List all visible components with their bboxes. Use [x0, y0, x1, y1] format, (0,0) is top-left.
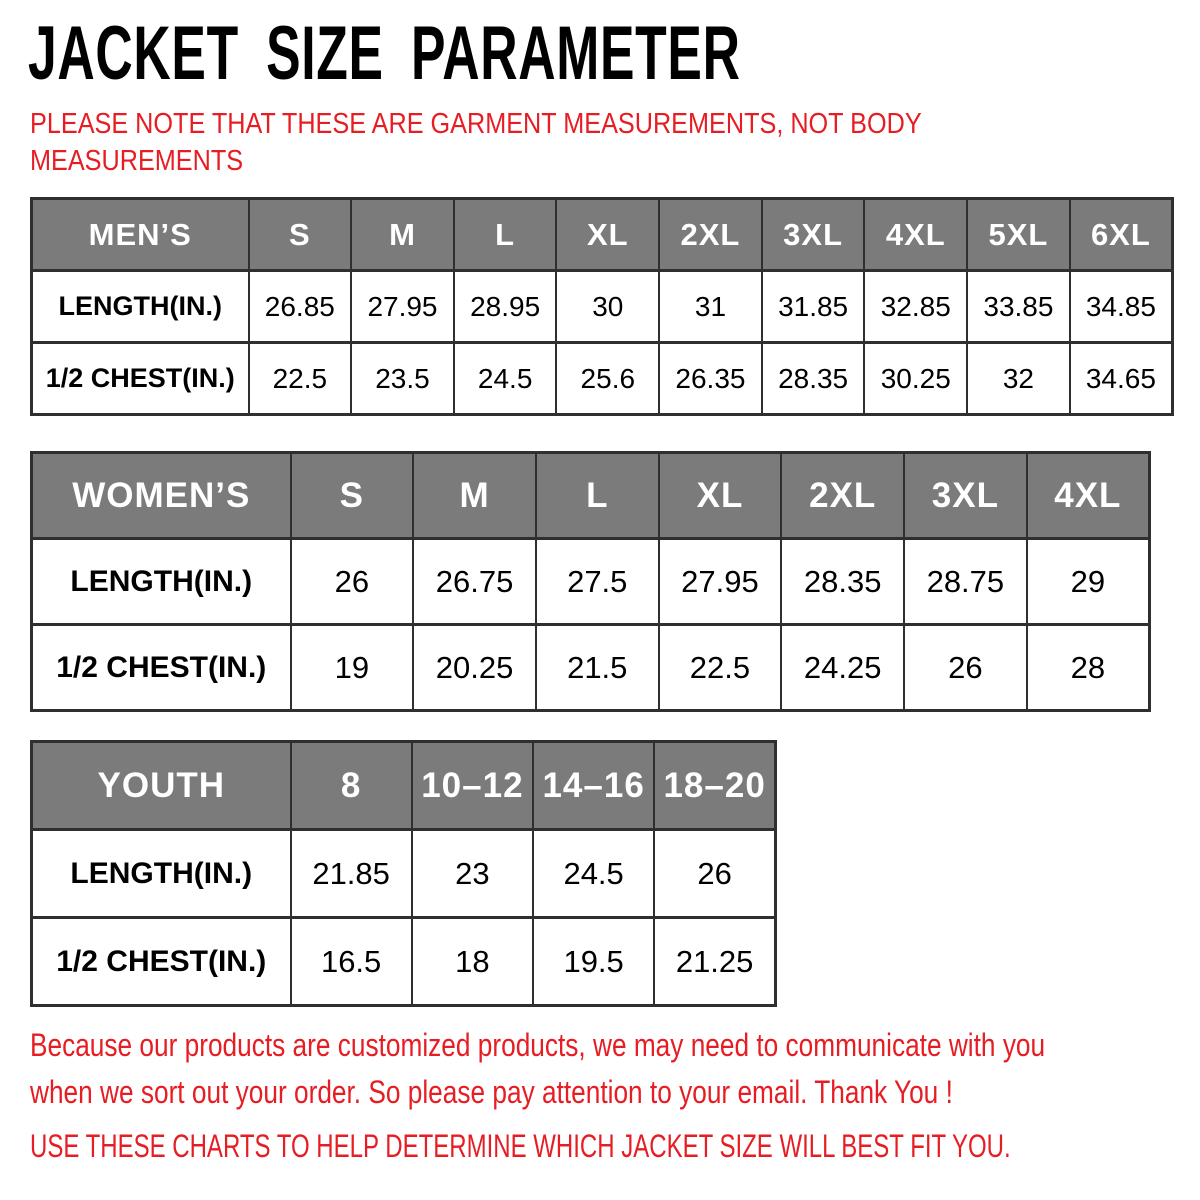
notice-line-text: when we sort out your order. So please pay attention to your email. Thank You !	[30, 1074, 953, 1110]
note-line-text: PLEASE NOTE THAT THESE ARE GARMENT MEASUREMENTS, NOT BODY	[30, 108, 922, 140]
measurement-value: 31	[659, 271, 762, 343]
measurement-value: 27.95	[659, 539, 782, 625]
youth-header-row	[32, 742, 776, 830]
page-title	[28, 11, 1076, 96]
measurement-value: 34.65	[1070, 343, 1173, 415]
measurement-value: 19.5	[533, 918, 654, 1006]
row-label: 1/2 CHEST(IN.)	[32, 918, 291, 1006]
measurement-value: 32	[967, 343, 1070, 415]
youth-size-table	[30, 740, 777, 1007]
size-header-cell: 2XL	[659, 199, 762, 271]
size-header-cell: L	[536, 453, 659, 539]
measurement-value: 30	[556, 271, 659, 343]
row-label: 1/2 CHEST(IN.)	[32, 625, 291, 711]
notice-line-text: Because our products are customized products, we may need to communicate with you	[30, 1027, 1046, 1063]
measurement-value: 19	[291, 625, 414, 711]
measurement-value: 23.5	[351, 343, 454, 415]
mens-table-title: MEN’S	[32, 199, 249, 271]
measurement-value: 25.6	[556, 343, 659, 415]
size-header-cell: L	[454, 199, 557, 271]
notice-line	[30, 1069, 1200, 1116]
measurement-row	[32, 918, 776, 1006]
garment-measurement-note	[30, 106, 1055, 180]
size-header-cell: 6XL	[1070, 199, 1173, 271]
size-header-cell: 2XL	[781, 453, 904, 539]
measurement-value: 26.85	[249, 271, 352, 343]
size-header-cell: 18–20	[654, 742, 775, 830]
measurement-value: 21.25	[654, 918, 775, 1006]
measurement-value: 32.85	[864, 271, 967, 343]
page-title-text: JACKET SIZE PARAMETER	[28, 11, 741, 96]
measurement-value: 22.5	[659, 625, 782, 711]
measurement-value: 21.85	[291, 830, 412, 918]
measurement-value: 23	[412, 830, 533, 918]
measurement-value: 21.5	[536, 625, 659, 711]
note-line	[30, 143, 1055, 180]
measurement-value: 26.75	[413, 539, 536, 625]
size-header-cell: M	[351, 199, 454, 271]
measurement-value: 26	[904, 625, 1027, 711]
size-header-cell: XL	[556, 199, 659, 271]
measurement-value: 30.25	[864, 343, 967, 415]
measurement-value: 28.35	[762, 343, 865, 415]
measurement-value: 16.5	[291, 918, 412, 1006]
row-label: LENGTH(IN.)	[32, 271, 249, 343]
row-label: LENGTH(IN.)	[32, 830, 291, 918]
notice-line	[30, 1022, 1200, 1069]
measurement-row	[32, 539, 1150, 625]
measurement-row	[32, 271, 1173, 343]
youth-table-title: YOUTH	[32, 742, 291, 830]
measurement-value: 20.25	[413, 625, 536, 711]
size-header-cell: S	[249, 199, 352, 271]
size-header-cell: 4XL	[1027, 453, 1150, 539]
customization-notice	[30, 1022, 1200, 1116]
measurement-value: 26	[291, 539, 414, 625]
measurement-row	[32, 343, 1173, 415]
measurement-value: 33.85	[967, 271, 1070, 343]
measurement-value: 24.5	[533, 830, 654, 918]
row-label: 1/2 CHEST(IN.)	[32, 343, 249, 415]
size-header-cell: XL	[659, 453, 782, 539]
measurement-value: 28.35	[781, 539, 904, 625]
measurement-value: 26.35	[659, 343, 762, 415]
size-header-cell: 3XL	[904, 453, 1027, 539]
size-header-cell: 4XL	[864, 199, 967, 271]
measurement-row	[32, 625, 1150, 711]
mens-header-row	[32, 199, 1173, 271]
measurement-value: 22.5	[249, 343, 352, 415]
measurement-value: 26	[654, 830, 775, 918]
usage-note	[30, 1128, 1200, 1165]
size-header-cell: 14–16	[533, 742, 654, 830]
measurement-value: 28	[1027, 625, 1150, 711]
size-header-cell: 8	[291, 742, 412, 830]
measurement-value: 27.5	[536, 539, 659, 625]
womens-size-table	[30, 451, 1151, 712]
measurement-value: 34.85	[1070, 271, 1173, 343]
measurement-value: 24.5	[454, 343, 557, 415]
size-header-cell: 3XL	[762, 199, 865, 271]
size-header-cell: M	[413, 453, 536, 539]
size-header-cell: 10–12	[412, 742, 533, 830]
mens-size-table	[30, 197, 1174, 416]
measurement-value: 28.75	[904, 539, 1027, 625]
measurement-value: 24.25	[781, 625, 904, 711]
size-header-cell: S	[291, 453, 414, 539]
womens-header-row	[32, 453, 1150, 539]
note-line	[30, 106, 1055, 143]
measurement-value: 27.95	[351, 271, 454, 343]
womens-table-title: WOMEN’S	[32, 453, 291, 539]
measurement-row	[32, 830, 776, 918]
measurement-value: 18	[412, 918, 533, 1006]
measurement-value: 28.95	[454, 271, 557, 343]
size-header-cell: 5XL	[967, 199, 1070, 271]
measurement-value: 29	[1027, 539, 1150, 625]
row-label: LENGTH(IN.)	[32, 539, 291, 625]
usage-note-text: USE THESE CHARTS TO HELP DETERMINE WHICH JACKET SIZE WILL BEST FIT YOU.	[30, 1128, 1011, 1164]
measurement-value: 31.85	[762, 271, 865, 343]
note-line-text: MEASUREMENTS	[30, 145, 244, 177]
